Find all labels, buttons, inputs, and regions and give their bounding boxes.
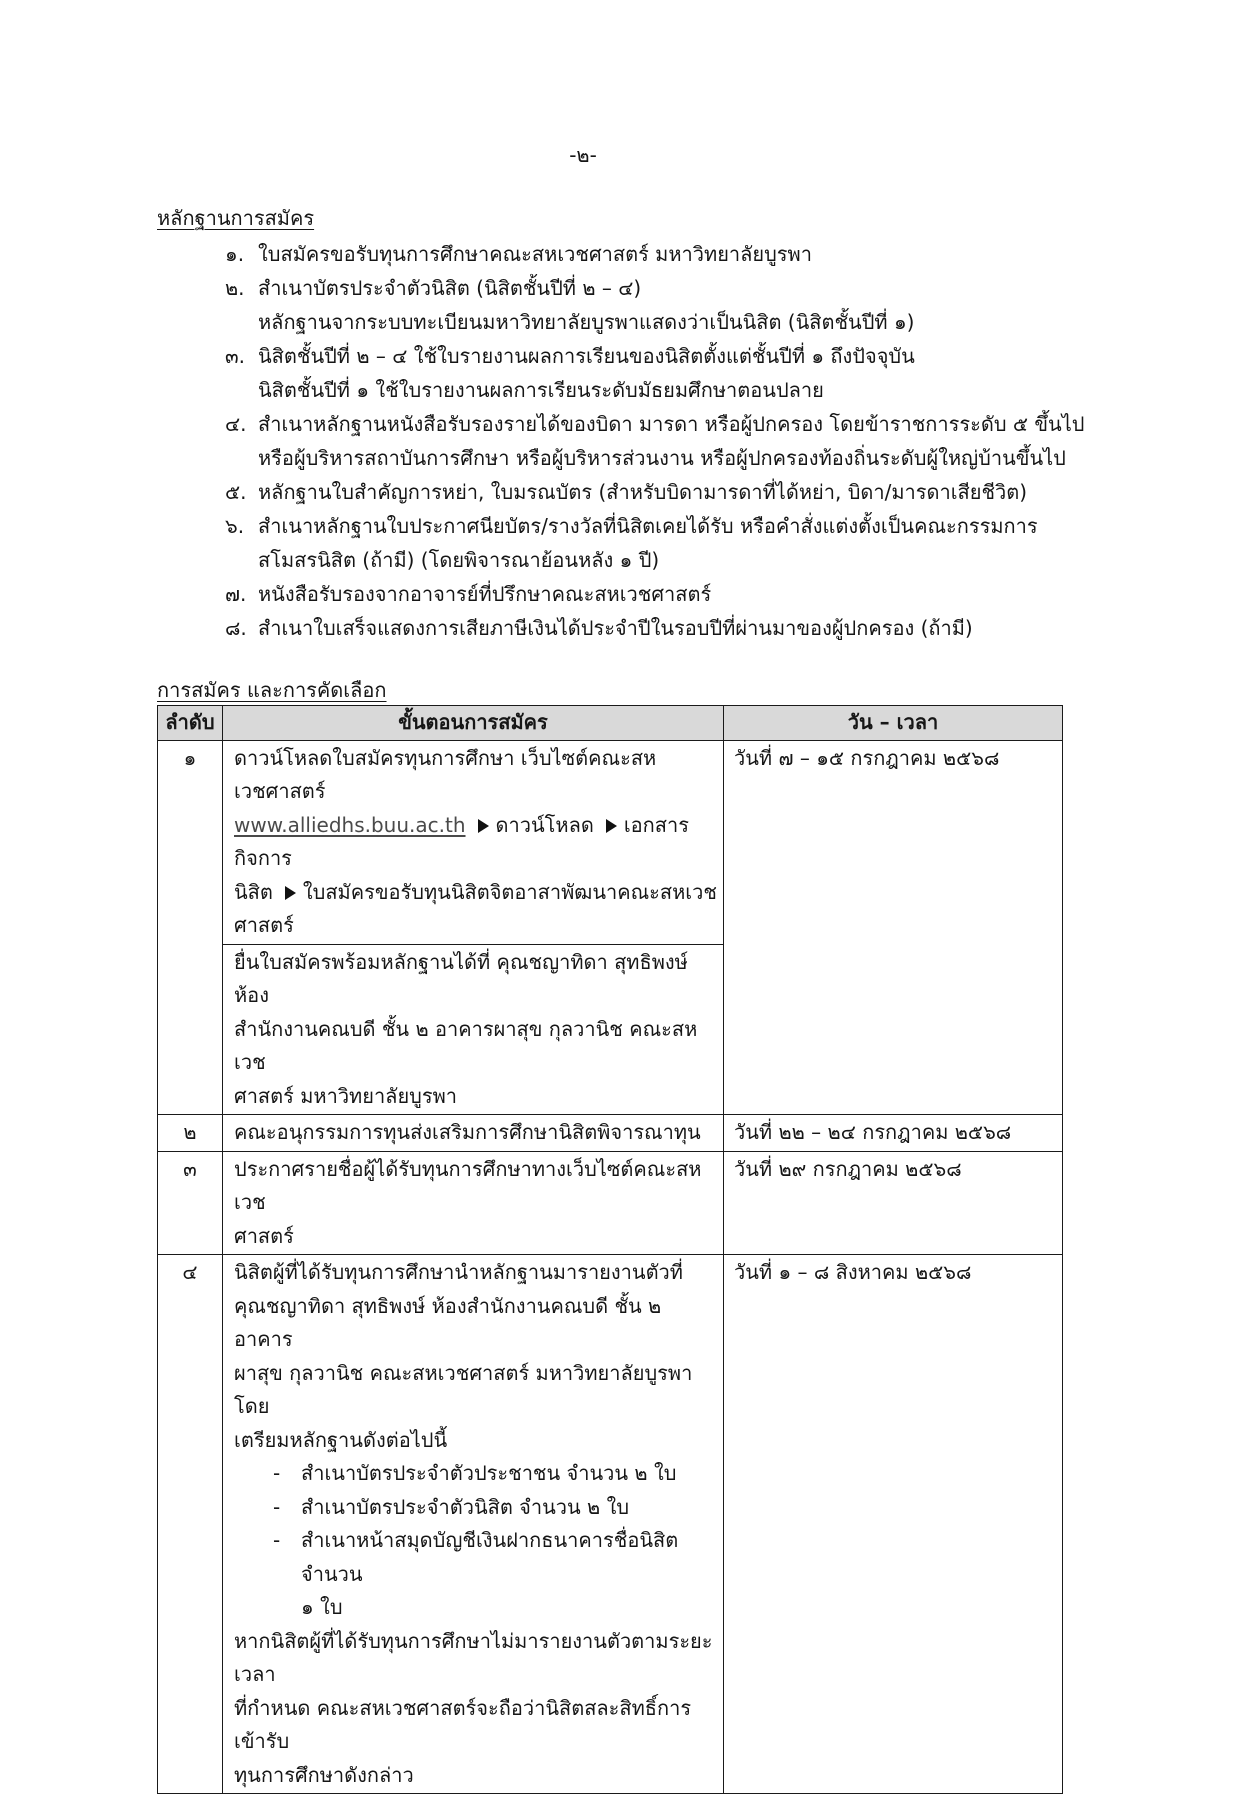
- bullet-dash: -: [273, 1494, 281, 1519]
- step-line: ดาวน์โหลดใบสมัครทุนการศึกษา เว็บไซต์คณะสหเวชศาสตร์: [234, 745, 657, 803]
- row-number: ๑: [158, 740, 223, 1115]
- row-date: วันที่ ๒๒ – ๒๔ กรกฎาคม ๒๕๖๘: [724, 1115, 1063, 1152]
- list-item: [225, 237, 1215, 271]
- checklist-text: [301, 1524, 719, 1625]
- checklist-text: [301, 1457, 719, 1491]
- bullet-dash: -: [273, 1528, 281, 1552]
- step-line: คุณชญาทิดา สุทธิพงษ์ ห้องสำนักงานคณบดี ชั้น ๒ อาคาร: [234, 1293, 662, 1351]
- checklist-item: [234, 1524, 719, 1625]
- checklist-line: สำเนาบัตรประจำตัวประชาชน จำนวน ๒ ใบ: [301, 1461, 677, 1485]
- item-text: [258, 407, 1215, 475]
- row-number: ๓: [158, 1151, 223, 1255]
- documents-heading: หลักฐานการสมัคร: [157, 206, 315, 230]
- table-header-row: [158, 706, 1063, 741]
- item-text: [258, 577, 1215, 611]
- step-announcement: [223, 1151, 724, 1255]
- item-line: ใบสมัครขอรับทุนการศึกษาคณะสหเวชศาสตร์ มหาวิทยาลัยบูรพา: [258, 242, 812, 266]
- step-download: [223, 740, 724, 944]
- item-number: ๘.: [225, 616, 247, 640]
- triangle-right-icon: [606, 819, 617, 833]
- item-line: นิสิตชั้นปีที่ ๑ ใช้ใบรายงานผลการเรียนระดับมัธยมศึกษาตอนปลาย: [258, 378, 824, 402]
- column-header-step: ขั้นตอนการสมัคร: [223, 706, 724, 741]
- item-text: [258, 237, 1215, 271]
- checklist-line: สำเนาหน้าสมุดบัญชีเงินฝากธนาคารชื่อนิสิต จำนวน: [301, 1528, 679, 1586]
- step-line: [234, 809, 719, 876]
- note-line: ทุนการศึกษาดังกล่าว: [234, 1762, 414, 1787]
- item-line: หลักฐานจากระบบทะเบียนมหาวิทยาลัยบูรพาแสดงว่าเป็นนิสิต (นิสิตชั้นปีที่ ๑): [258, 310, 915, 334]
- table-row: [158, 1255, 1063, 1794]
- item-number: ๗.: [225, 582, 247, 606]
- item-number: ๔.: [225, 412, 247, 436]
- table-row: [158, 1151, 1063, 1255]
- step-report: [223, 1255, 724, 1794]
- item-text: [258, 611, 1215, 645]
- list-item: [225, 271, 1215, 339]
- item-line: หนังสือรับรองจากอาจารย์ที่ปรึกษาคณะสหเวชศาสตร์: [258, 582, 712, 606]
- row-date: วันที่ ๒๙ กรกฎาคม ๒๕๖๘: [724, 1151, 1063, 1255]
- list-item: [225, 475, 1215, 509]
- item-line: สำเนาบัตรประจำตัวนิสิต (นิสิตชั้นปีที่ ๒ – ๔): [258, 276, 642, 300]
- item-line: สำเนาหลักฐานหนังสือรับรองรายได้ของบิดา มารดา หรือผู้ปกครอง โดยข้าราชการระดับ ๕ ขึ้นไป: [258, 412, 1085, 436]
- row-number: ๔: [158, 1255, 223, 1794]
- step-line: ประกาศรายชื่อผู้ได้รับทุนการศึกษาทางเว็บไซต์คณะสหเวช: [234, 1156, 702, 1214]
- step-line: คณะอนุกรรมการทุนส่งเสริมการศึกษานิสิตพิจารณาทุน: [234, 1120, 701, 1144]
- path-segment: ดาวน์โหลด: [495, 812, 594, 837]
- table-row: [158, 740, 1063, 944]
- checklist-line: สำเนาบัตรประจำตัวนิสิต จำนวน ๒ ใบ: [301, 1494, 630, 1519]
- item-text: [258, 475, 1215, 509]
- checklist-line: ๑ ใบ: [301, 1595, 343, 1619]
- step-submit: [223, 944, 724, 1115]
- item-number: ๕.: [225, 480, 247, 504]
- schedule-table: [157, 705, 1063, 1794]
- list-item: [225, 339, 1215, 407]
- note-line: หากนิสิตผู้ที่ได้รับทุนการศึกษาไม่มารายงานตัวตามระยะเวลา: [234, 1628, 713, 1686]
- item-line: สำเนาหลักฐานใบประกาศนียบัตร/รางวัลที่นิสิตเคยได้รับ หรือคำสั่งแต่งตั้งเป็นคณะกรรมการ: [258, 514, 1038, 538]
- item-line: หรือผู้บริหารสถาบันการศึกษา หรือผู้บริหารส่วนงาน หรือผู้ปกครองท้องถิ่นระดับผู้ใหญ่บ้านขึ้นไป: [258, 446, 1066, 470]
- step-committee: [223, 1115, 724, 1152]
- triangle-right-icon: [478, 819, 489, 833]
- step-line: ศาสตร์ มหาวิทยาลัยบูรพา: [234, 1083, 458, 1108]
- column-header-order: ลำดับ: [158, 706, 223, 741]
- path-segment: เอกสารกิจการ: [234, 812, 689, 870]
- list-item: [225, 509, 1215, 577]
- step-line: ยื่นใบสมัครพร้อมหลักฐานได้ที่ คุณชญาทิดา สุทธิพงษ์ ห้อง: [234, 949, 688, 1007]
- item-text: [258, 509, 1215, 577]
- step-line: ศาสตร์: [234, 1223, 294, 1248]
- item-number: ๓.: [225, 344, 246, 368]
- column-header-date: วัน – เวลา: [724, 706, 1063, 741]
- item-line: สำเนาใบเสร็จแสดงการเสียภาษีเงินได้ประจำปีในรอบปีที่ผ่านมาของผู้ปกครอง (ถ้ามี): [258, 616, 973, 640]
- selection-heading: การสมัคร และการคัดเลือก: [157, 678, 387, 702]
- item-number: ๒.: [225, 276, 245, 300]
- item-number: ๑.: [225, 242, 245, 266]
- checklist-item: [234, 1457, 719, 1491]
- note-line: ที่กำหนด คณะสหเวชศาสตร์จะถือว่านิสิตสละสิทธิ์การเข้ารับ: [234, 1695, 692, 1753]
- table-row: [158, 1115, 1063, 1152]
- item-text: [258, 339, 1215, 407]
- list-item: [225, 407, 1215, 475]
- row-date: วันที่ ๑ – ๘ สิงหาคม ๒๕๖๘: [724, 1255, 1063, 1794]
- page-number: -๒-: [569, 143, 597, 167]
- step-line: เตรียมหลักฐานดังต่อไปนี้: [234, 1427, 448, 1452]
- checklist-text: [301, 1491, 719, 1525]
- step-line: นิสิตผู้ที่ได้รับทุนการศึกษานำหลักฐานมารายงานตัวที่: [234, 1260, 683, 1284]
- path-segment: นิสิต: [234, 879, 273, 904]
- path-segment: ใบสมัครขอรับทุนนิสิตจิตอาสาพัฒนาคณะสหเวช: [302, 879, 717, 904]
- list-item: [225, 577, 1215, 611]
- step-line: ผาสุข กุลวานิช คณะสหเวชศาสตร์ มหาวิทยาลัยบูรพา โดย: [234, 1360, 693, 1418]
- step-line: สำนักงานคณบดี ชั้น ๒ อาคารผาสุข กุลวานิช คณะสหเวช: [234, 1016, 698, 1074]
- bullet-dash: -: [273, 1461, 281, 1485]
- item-number: ๖.: [225, 514, 245, 538]
- website-link[interactable]: www.alliedhs.buu.ac.th: [234, 812, 466, 837]
- step-line: ศาสตร์: [234, 913, 294, 937]
- row-number: ๒: [158, 1115, 223, 1152]
- item-line: สโมสรนิสิต (ถ้ามี) (โดยพิจารณาย้อนหลัง ๑ ปี): [258, 548, 660, 572]
- list-item: [225, 611, 1215, 645]
- documents-list: [225, 237, 1215, 645]
- triangle-right-icon: [285, 886, 296, 900]
- item-line: หลักฐานใบสำคัญการหย่า, ใบมรณบัตร (สำหรับบิดามารดาที่ได้หย่า, บิดา/มารดาเสียชีวิต): [258, 480, 1028, 504]
- checklist-item: [234, 1491, 719, 1525]
- item-line: นิสิตชั้นปีที่ ๒ – ๔ ใช้ใบรายงานผลการเรียนของนิสิตตั้งแต่ชั้นปีที่ ๑ ถึงปัจจุบัน: [258, 344, 915, 368]
- step-line: [234, 876, 719, 910]
- item-text: [258, 271, 1215, 339]
- row-date: วันที่ ๗ – ๑๕ กรกฎาคม ๒๕๖๘: [724, 740, 1063, 1115]
